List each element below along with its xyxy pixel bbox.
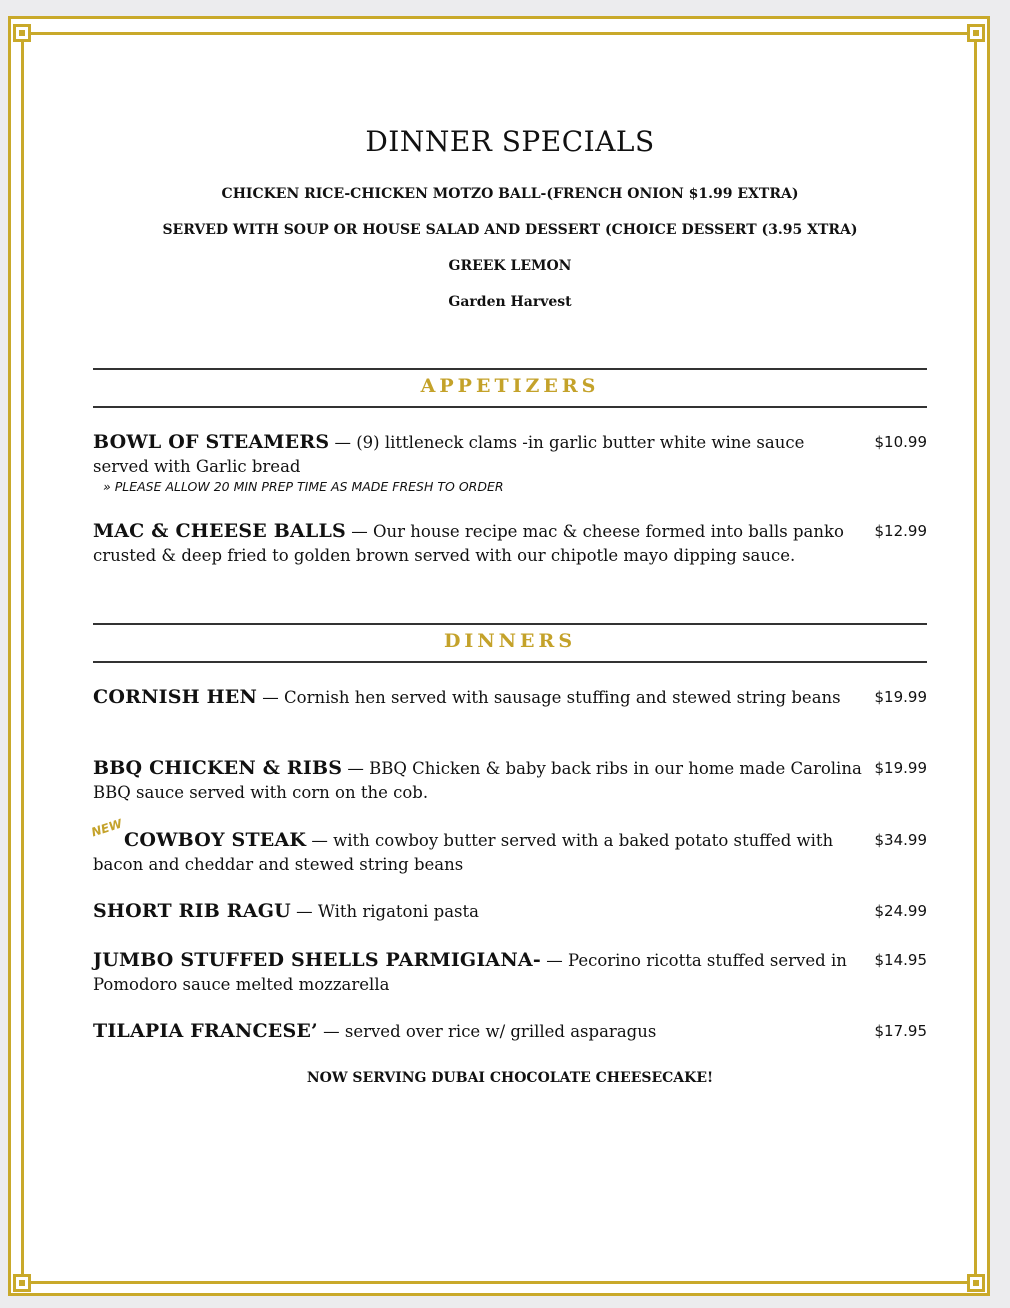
section-header-appetizers: APPETIZERS xyxy=(93,368,927,408)
item-price: $34.99 xyxy=(874,831,927,849)
menu-item-tilapia-francese xyxy=(93,1020,927,1044)
item-description: — (9) littleneck clams -in garlic butter white wine sauce served with Garlic bread xyxy=(93,433,805,476)
item-name: SHORT RIB RAGU xyxy=(93,900,291,922)
item-price: $24.99 xyxy=(874,902,927,920)
section-header-dinners: DINNERS xyxy=(93,623,927,663)
item-name: TILAPIA FRANCESE’ xyxy=(93,1020,318,1042)
item-description: — Pecorino ricotta stuffed served in Pomodoro sauce melted mozzarella xyxy=(93,951,847,994)
menu-item-cornish-hen xyxy=(93,686,927,710)
item-note: » PLEASE ALLOW 20 MIN PREP TIME AS MADE FRESH TO ORDER xyxy=(103,479,504,494)
item-price: $19.99 xyxy=(874,688,927,706)
item-description: — Our house recipe mac & cheese formed into balls panko crusted & deep fried to golden brown served with our chipotle mayo dipping sauce. xyxy=(93,522,844,565)
salad-extra: Garden Harvest xyxy=(448,294,572,310)
menu-item-jumbo-stuffed-shells xyxy=(93,949,927,996)
menu-item-cowboy-steak xyxy=(89,816,927,876)
item-description: — Cornish hen served with sausage stuffing and stewed string beans xyxy=(257,688,841,707)
corner-ornament-icon xyxy=(13,24,31,42)
soup-extra: GREEK LEMON xyxy=(448,258,572,274)
menu-item-mac-cheese-balls xyxy=(93,520,927,567)
menu-item-bowl-of-steamers xyxy=(93,431,927,496)
item-price: $19.99 xyxy=(874,759,927,777)
item-name: BOWL OF STEAMERS xyxy=(93,431,330,453)
corner-ornament-icon xyxy=(13,1274,31,1292)
item-price: $17.95 xyxy=(874,1022,927,1040)
item-price: $10.99 xyxy=(874,433,927,451)
item-name: JUMBO STUFFED SHELLS PARMIGIANA- xyxy=(93,949,541,971)
item-description: — BBQ Chicken & baby back ribs in our home made Carolina BBQ sauce served with corn on the cob. xyxy=(93,759,862,802)
item-price: $14.95 xyxy=(874,951,927,969)
menu-item-bbq-chicken-ribs xyxy=(93,757,927,804)
footer-note: NOW SERVING DUBAI CHOCOLATE CHEESECAKE! xyxy=(306,1070,714,1086)
item-description: — served over rice w/ grilled asparagus xyxy=(317,1022,657,1041)
served-with-line: SERVED WITH SOUP OR HOUSE SALAD AND DESSERT (CHOICE DESSERT (3.95 XTRA) xyxy=(162,222,858,238)
menu-page xyxy=(8,16,990,1296)
soups-line: CHICKEN RICE-CHICKEN MOTZO BALL-(FRENCH ONION $1.99 EXTRA) xyxy=(221,186,799,202)
new-badge: NEW xyxy=(89,816,124,840)
item-description: — with cowboy butter served with a baked potato stuffed with bacon and cheddar and stewed string beans xyxy=(93,831,834,874)
item-price: $12.99 xyxy=(874,522,927,540)
page-title: DINNER SPECIALS xyxy=(365,125,655,158)
corner-ornament-icon xyxy=(967,1274,985,1292)
menu-item-short-rib-ragu xyxy=(93,900,927,924)
item-name: BBQ CHICKEN & RIBS xyxy=(93,757,343,779)
item-name: CORNISH HEN xyxy=(93,686,258,708)
corner-ornament-icon xyxy=(967,24,985,42)
item-name: COWBOY STEAK xyxy=(124,829,307,851)
item-name: MAC & CHEESE BALLS xyxy=(93,520,346,542)
item-description: — With rigatoni pasta xyxy=(290,902,479,921)
